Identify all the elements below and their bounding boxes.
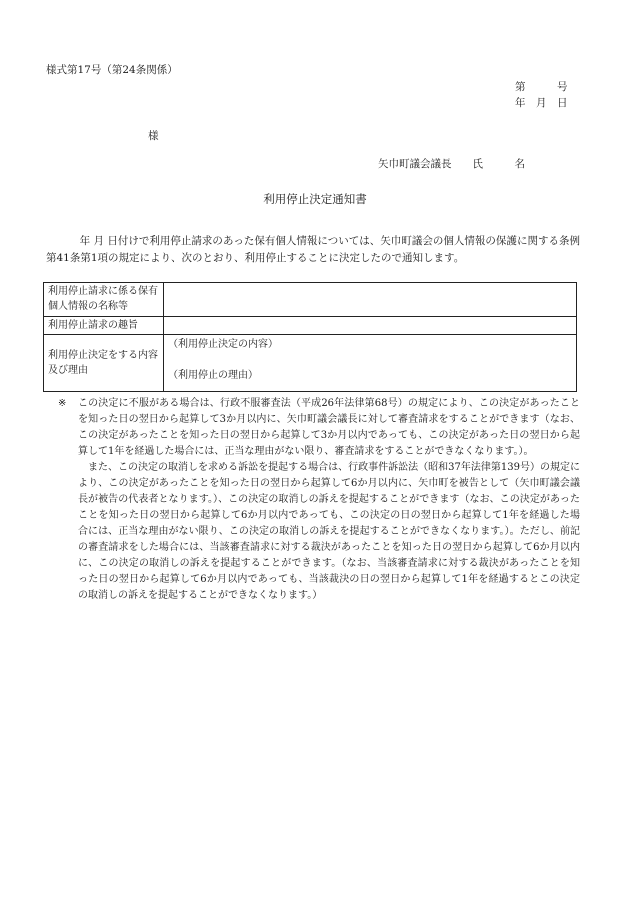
decision-reason-label: （利用停止の理由） — [168, 370, 258, 381]
intro-paragraph: 年 月 日付けで利用停止請求のあった保有個人情報については、矢巾町議会の個人情報の保護に関する条例第41条第1項の規定により、次のとおり、利用停止することに決定したので通知します。 — [46, 235, 580, 264]
info-table — [43, 282, 577, 392]
row-value-info-name — [164, 283, 577, 317]
row-label-request-purpose: 利用停止請求の趣旨 — [44, 317, 164, 335]
row-label-info-name: 利用停止請求に係る保有個人情報の名称等 — [44, 283, 164, 317]
document-date: 年 月 日 — [515, 97, 568, 109]
row-value-request-purpose — [164, 317, 577, 335]
table-row — [44, 335, 577, 392]
note-lawsuit: また、この決定の取消しを求める訴訟を提起する場合は、行政事件訴訟法（昭和37年法律第139号）の規定により、この決定があったことを知った日の翌日から起算して6か月以内に、矢巾町を被告として（矢巾町議会議長が被告の代表者となります。）、この決定の取消しの訴えを提起することができます（なお、この決定があったことを知った日の翌日から起算して6か月以内であっても、この決定の日の翌日から起算して1年を経過した場合には、正当な理由がない限り、この決定の取消しの訴えを提起することができなくなります。）。ただし、前記の審査請求をした場合には、当該審査請求に対する裁決があったことを知った日の翌日から起算して6か月以内に、この決定の取消しの訴えを提起することができます。（なお、当該審査請求に対する裁決があったことを知った日の翌日から起算して6か月以内であっても、当該裁決の日の翌日から起算して1年を経過するとこの決定の取消しの訴えを提起することができなくなります。） — [78, 462, 580, 601]
row-value-decision — [164, 335, 577, 392]
document-number: 第 号 — [515, 81, 568, 93]
table-row — [44, 317, 577, 335]
note-appeal: この決定に不服がある場合は、行政不服審査法（平成26年法律第68号）の規定により、この決定があったことを知った日の翌日から起算して3か月以内に、矢巾町議会議長に対して審査請求をすることができます（なお、この決定があったことを知った日の翌日から起算して3か月以内であっても、この決定があった日の翌日から起算して1年を経過した場合には、正当な理由がない限り、審査請求をすることができなくなります。）。 — [78, 398, 580, 457]
decision-content-label: （利用停止決定の内容） — [168, 339, 278, 350]
note-mark: ※ — [58, 398, 67, 409]
form-number: 様式第17号（第24条関係） — [46, 64, 178, 76]
row-label-decision: 利用停止決定をする内容及び理由 — [44, 335, 164, 392]
table-row — [44, 283, 577, 317]
addressee: 様 — [148, 130, 159, 142]
document-title: 利用停止決定通知書 — [263, 192, 367, 206]
issuer: 矢巾町議会議長 氏 名 — [378, 158, 525, 170]
notes-section — [58, 396, 580, 604]
